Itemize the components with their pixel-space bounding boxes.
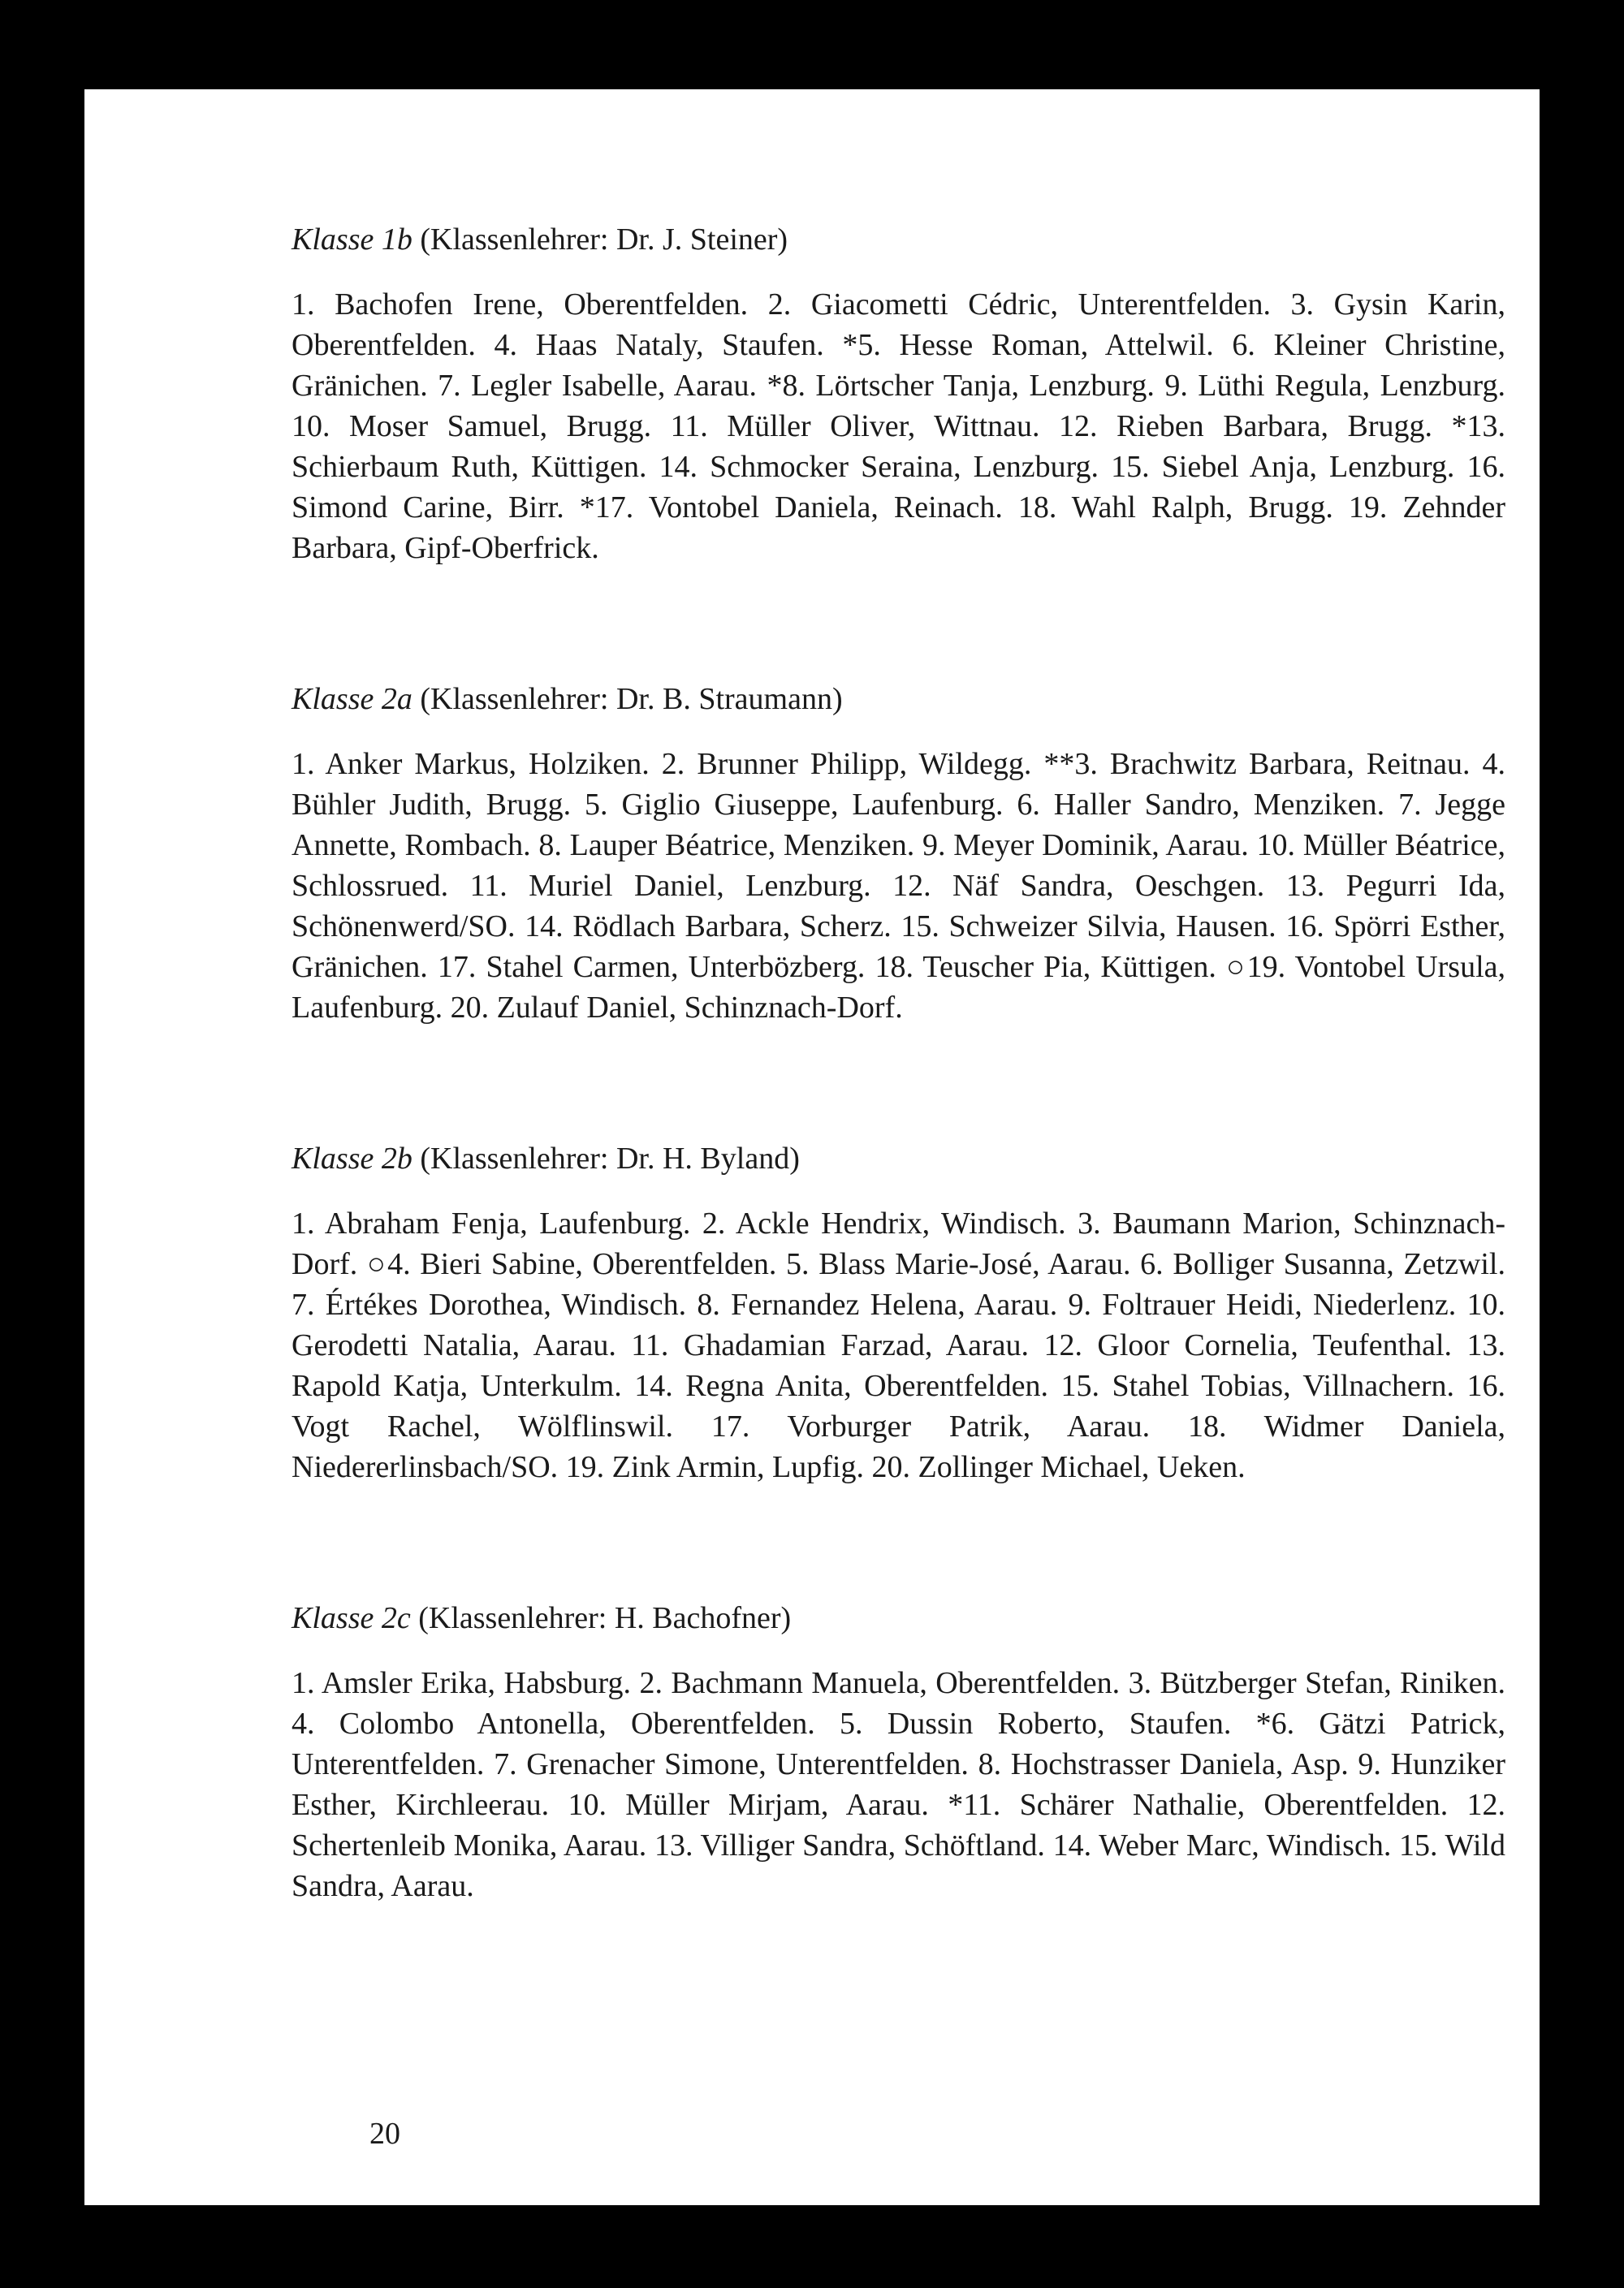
section-heading — [292, 679, 1505, 719]
teacher-name: (Klassenlehrer: Dr. J. Steiner) — [420, 222, 788, 257]
student-list: 1. Anker Markus, Holziken. 2. Brunner Philipp, Wildegg. **3. Brachwitz Barbara, Reitnau. 4. Bühler Judith, Brugg. 5. Giglio Giuseppe, Laufenburg. 6. Haller Sandro, Menziken. 7. Jegge Annette, Rombach. 8. Lauper Béatrice, Menziken. 9. Meyer Dominik, Aarau. 10. Müller Béatrice, Schlossrued. 11. Muriel Daniel, Lenzburg. 12. Näf Sandra, Oeschgen. 13. Pegurri Ida, Schönenwerd/SO. 14. Rödlach Barbara, Scherz. 15. Schweizer Silvia, Hausen. 16. Spörri Esther, Gränichen. 17. Stahel Carmen, Unterbözberg. 18. Teuscher Pia, Küttigen. ○19. Vontobel Ursula, Laufenburg. 20. Zulauf Daniel, Schinznach-Dorf. — [292, 747, 1505, 1025]
class-name: Klasse 1b — [292, 222, 412, 257]
teacher-name: (Klassenlehrer: Dr. B. Straumann) — [420, 682, 843, 716]
student-list: 1. Amsler Erika, Habsburg. 2. Bachmann Manuela, Oberentfelden. 3. Bützberger Stefan, Riniken. 4. Colombo Antonella, Oberentfelden. 5. Dussin Roberto, Staufen. *6. Gätzi Patrick, Unterentfelden. 7. Grenacher Simone, Unterentfelden. 8. Hochstrasser Daniela, Asp. 9. Hunziker Esther, Kirchleerau. 10. Müller Mirjam, Aarau. *11. Schärer Nathalie, Oberentfelden. 12. Schertenleib Monika, Aarau. 13. Villiger Sandra, Schöftland. 14. Weber Marc, Windisch. 15. Wild Sandra, Aarau. — [292, 1666, 1505, 1903]
section-klasse-2b — [292, 1138, 1505, 1487]
document-page — [84, 89, 1540, 2205]
section-heading — [292, 1598, 1505, 1638]
class-lists — [292, 219, 1505, 1906]
section-klasse-2a — [292, 679, 1505, 1028]
teacher-name: (Klassenlehrer: H. Bachofner) — [418, 1601, 792, 1635]
page-number: 20 — [369, 2117, 400, 2151]
section-klasse-1b — [292, 219, 1505, 568]
section-heading — [292, 219, 1505, 260]
class-name: Klasse 2a — [292, 682, 412, 716]
section-heading — [292, 1138, 1505, 1179]
teacher-name: (Klassenlehrer: Dr. H. Byland) — [420, 1142, 800, 1176]
student-list: 1. Abraham Fenja, Laufenburg. 2. Ackle Hendrix, Windisch. 3. Baumann Marion, Schinznach-Dorf. ○4. Bieri Sabine, Oberentfelden. 5. Blass Marie-José, Aarau. 6. Bolliger Susanna, Zetzwil. 7. Értékes Dorothea, Windisch. 8. Fernandez Helena, Aarau. 9. Foltrauer Heidi, Niederlenz. 10. Gerodetti Natalia, Aarau. 11. Ghadamian Farzad, Aarau. 12. Gloor Cornelia, Teufenthal. 13. Rapold Katja, Unterkulm. 14. Regna Anita, Oberentfelden. 15. Stahel Tobias, Villnachern. 16. Vogt Rachel, Wölflinswil. 17. Vorburger Patrik, Aarau. 18. Widmer Daniela, Niedererlinsbach/SO. 19. Zink Armin, Lupfig. 20. Zollinger Michael, Ueken. — [292, 1207, 1505, 1484]
class-name: Klasse 2b — [292, 1142, 412, 1176]
section-klasse-2c — [292, 1598, 1505, 1906]
student-list: 1. Bachofen Irene, Oberentfelden. 2. Giacometti Cédric, Unterentfelden. 3. Gysin Karin, Oberentfelden. 4. Haas Nataly, Staufen. *5. Hesse Roman, Attelwil. 6. Kleiner Christine, Gränichen. 7. Legler Isabelle, Aarau. *8. Lörtscher Tanja, Lenzburg. 9. Lüthi Regula, Lenzburg. 10. Moser Samuel, Brugg. 11. Müller Oliver, Wittnau. 12. Rieben Barbara, Brugg. *13. Schierbaum Ruth, Küttigen. 14. Schmocker Seraina, Lenzburg. 15. Siebel Anja, Lenzburg. 16. Simond Carine, Birr. *17. Vontobel Daniela, Reinach. 18. Wahl Ralph, Brugg. 19. Zehnder Barbara, Gipf-Oberfrick. — [292, 287, 1505, 565]
class-name: Klasse 2c — [292, 1601, 411, 1635]
